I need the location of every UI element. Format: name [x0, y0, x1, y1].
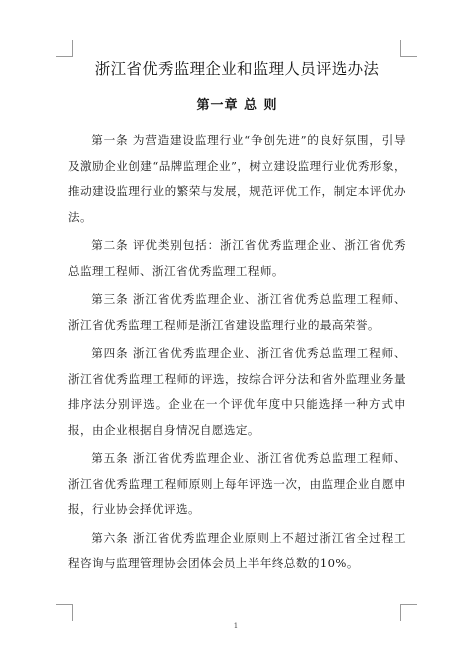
margin-mark-bottom-left [56, 604, 73, 621]
margin-mark-top-left [56, 40, 73, 57]
article-3: 第三条 浙江省优秀监理企业、浙江省优秀总监理工程师、浙江省优秀监理工程师是浙江省建设监理行业的最高荣誉。 [68, 292, 406, 332]
page-number: 1 [233, 622, 239, 630]
margin-mark-bottom-right [400, 604, 417, 621]
article-1: 第一条 为营造建设监理行业“争创先进”的良好氛围，引导及激励企业创建“品牌监理企业”，树立建设监理行业优秀形象，推动建设监理行业的繁荣与发展，规范评优工作，制定本评优办法。 [68, 133, 406, 224]
article-5: 第五条 浙江省优秀监理企业、浙江省优秀总监理工程师、浙江省优秀监理工程师原则上每年评选一次，由监理企业自愿申报，行业协会择优评选。 [68, 451, 406, 516]
document-title: 浙江省优秀监理企业和监理人员评选办法 [94, 60, 380, 78]
article-2: 第二条 评优类别包括：浙江省优秀监理企业、浙江省优秀总监理工程师、浙江省优秀监理工程师。 [68, 238, 406, 278]
article-4: 第四条 浙江省优秀监理企业、浙江省优秀总监理工程师、浙江省优秀监理工程师的评选，按综合评分法和省外监理业务量排序法分别评选。企业在一个评优年度中只能选择一种方式申报，由企业根据自身情况自愿选定。 [68, 346, 406, 437]
chapter-title: 第一章 总 则 [196, 98, 278, 113]
document-body [68, 58, 406, 580]
article-6: 第六条 浙江省优秀监理企业原则上不超过浙江省全过程工程咨询与监理管理协会团体会员上半年终总数的10%。 [68, 530, 406, 570]
margin-mark-top-right [400, 40, 417, 57]
